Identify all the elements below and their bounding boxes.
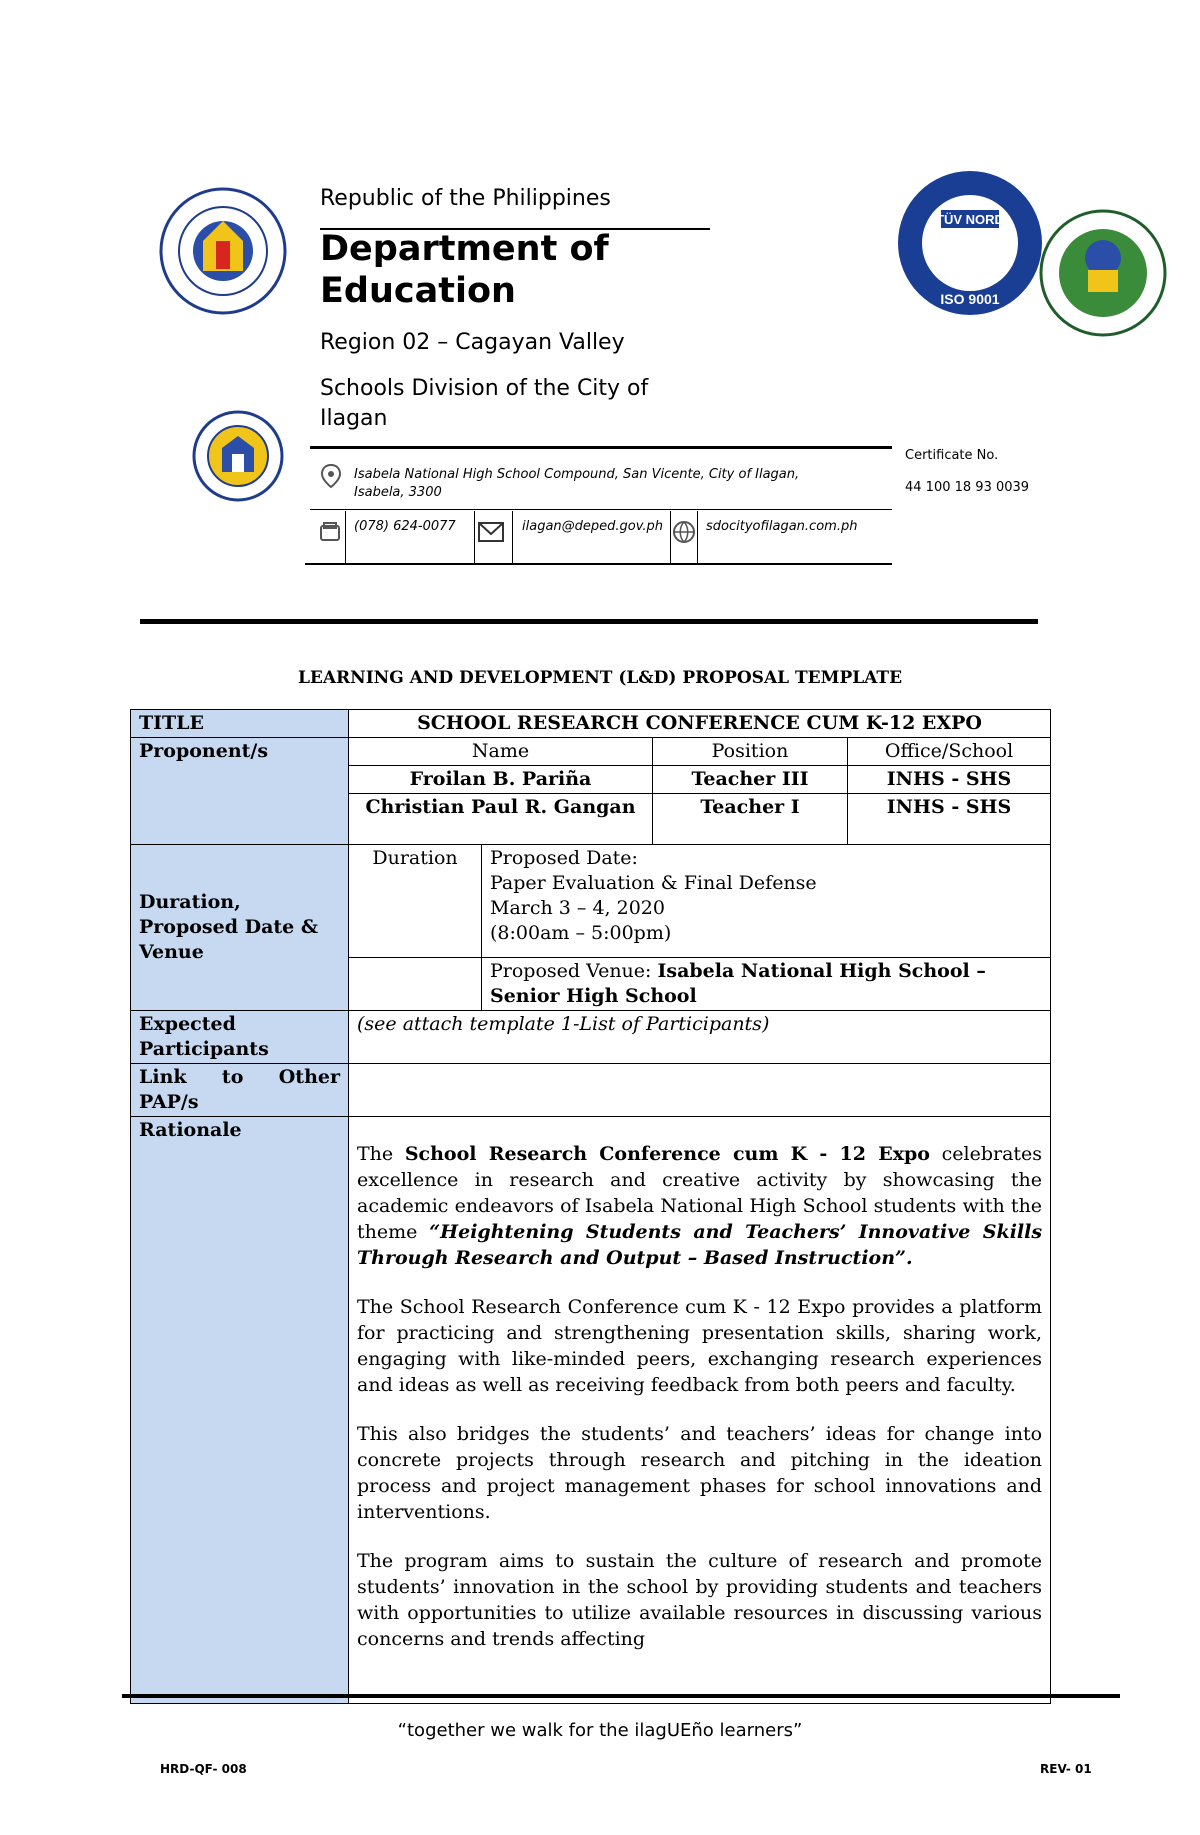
certificate-number: 44 100 18 93 0039 bbox=[905, 480, 1030, 495]
address-text: Isabela National High School Compound, San Vicente, City of Ilagan, Isabela, 3300 bbox=[354, 467, 800, 500]
header-division: Schools Division of the City of Ilagan bbox=[320, 376, 649, 431]
header-region: Region 02 – Cagayan Valley bbox=[320, 330, 625, 355]
table-row bbox=[131, 1011, 1051, 1064]
footer-revision: REV- 01 bbox=[1040, 1762, 1092, 1776]
contact-divider bbox=[697, 511, 698, 563]
proposal-table bbox=[130, 709, 1051, 1704]
venue-label: Proposed Venue: bbox=[490, 960, 658, 982]
proposed-date-event: Paper Evaluation & Final Defense bbox=[490, 872, 817, 894]
rationale-bold-span: School Research Conference cum K - 12 Expo bbox=[404, 1143, 930, 1165]
sdo-ilagan-seal-logo bbox=[192, 410, 284, 502]
proponents-label: Proponent/s bbox=[131, 738, 349, 845]
proponent-office: INHS - SHS bbox=[848, 794, 1051, 845]
footer-quote: “together we walk for the ilagUEño learners” bbox=[397, 1720, 803, 1741]
phone-text: (078) 624-0077 bbox=[354, 519, 456, 534]
tuv-nord-text: TÜV NORD bbox=[936, 212, 1004, 227]
contact-divider bbox=[474, 511, 475, 563]
rationale-text-span: The bbox=[357, 1143, 405, 1165]
rationale-label: Rationale bbox=[131, 1117, 349, 1704]
header-republic: Republic of the Philippines bbox=[320, 186, 611, 211]
section-rule bbox=[140, 619, 1038, 624]
header-divider bbox=[310, 446, 892, 449]
contact-divider bbox=[512, 511, 513, 563]
title-value: SCHOOL RESEARCH CONFERENCE CUM K-12 EXPO bbox=[349, 710, 1051, 738]
globe-icon bbox=[672, 520, 696, 544]
contact-divider bbox=[670, 511, 671, 563]
proposed-date-dates: March 3 – 4, 2020 bbox=[490, 897, 665, 919]
proponent-office: INHS - SHS bbox=[848, 766, 1051, 794]
rationale-theme: “Heightening Students and Teachers’ Innovative Skills Through Research and Output – Based Instruction”. bbox=[357, 1221, 1043, 1269]
table-row bbox=[131, 845, 1051, 958]
table-row bbox=[131, 738, 1051, 766]
link-value bbox=[349, 1064, 1051, 1117]
proponent-position: Teacher III bbox=[653, 766, 848, 794]
footer-rule bbox=[122, 1694, 1120, 1698]
proponent-name: Froilan B. Pariña bbox=[349, 766, 653, 794]
header-department: Department of Education bbox=[320, 229, 609, 311]
column-header-name: Name bbox=[349, 738, 653, 766]
location-icon bbox=[320, 463, 342, 489]
contact-divider bbox=[345, 511, 346, 563]
header-divider bbox=[305, 563, 892, 565]
certificate-label: Certificate No. bbox=[905, 448, 999, 463]
column-header-position: Position bbox=[653, 738, 848, 766]
table-row bbox=[131, 1064, 1051, 1117]
rationale-text bbox=[349, 1117, 1051, 1704]
iso-9001-text: ISO 9001 bbox=[940, 291, 1000, 307]
tuv-nord-iso-logo bbox=[895, 168, 1045, 318]
proposed-date-time: (8:00am – 5:00pm) bbox=[490, 922, 672, 944]
email-text[interactable]: ilagan@deped.gov.ph bbox=[522, 519, 663, 534]
proposed-date-label: Proposed Date: bbox=[490, 847, 638, 869]
mail-icon bbox=[478, 520, 504, 544]
venue-value: Isabela National High School – Senior High School bbox=[490, 960, 986, 1007]
duration-label: Duration, Proposed Date & Venue bbox=[131, 845, 349, 1011]
header-divider bbox=[310, 509, 892, 510]
rationale-paragraph: The School Research Conference cum K - 12 Expo provides a platform for practicing and strengthening presentation skills, sharing work, engaging with like-minded peers, exchanging research experiences and ideas as well as receiving feedback from both peers and faculty. bbox=[357, 1296, 1043, 1396]
title-label: TITLE bbox=[131, 710, 349, 738]
participants-value: (see attach template 1-List of Participants) bbox=[349, 1011, 1051, 1064]
deped-seal-logo bbox=[158, 186, 288, 316]
phone-icon bbox=[318, 520, 342, 544]
column-header-office: Office/School bbox=[848, 738, 1051, 766]
proponent-name: Christian Paul R. Gangan bbox=[349, 794, 653, 845]
duration-column: Duration bbox=[349, 845, 482, 958]
link-label: Link to Other PAP/s bbox=[131, 1064, 349, 1117]
rationale-text-span: celebrates excellence in research and creative activity by showcasing the academic endeavors of Isabela National High School students with the theme bbox=[357, 1143, 1043, 1243]
proponent-position: Teacher I bbox=[653, 794, 848, 845]
rationale-paragraph bbox=[357, 1141, 1042, 1271]
website-text[interactable]: sdocityofilagan.com.ph bbox=[706, 519, 858, 534]
footer-form-code: HRD-QF- 008 bbox=[160, 1762, 247, 1776]
republic-seal-logo bbox=[1038, 208, 1168, 338]
duration-empty-cell bbox=[349, 958, 482, 1011]
venue-cell bbox=[482, 958, 1051, 1011]
participants-label: Expected Participants bbox=[131, 1011, 349, 1064]
rationale-paragraph: The program aims to sustain the culture of research and promote students’ innovation in the school by providing students and teachers with opportunities to utilize available resources in discussing various concerns and trends affecting bbox=[357, 1550, 1043, 1650]
table-row bbox=[131, 710, 1051, 738]
table-row bbox=[131, 1117, 1051, 1704]
proposed-date-cell bbox=[482, 845, 1051, 958]
document-title: LEARNING AND DEVELOPMENT (L&D) PROPOSAL TEMPLATE bbox=[297, 668, 903, 688]
rationale-paragraph: This also bridges the students’ and teachers’ ideas for change into concrete projects through research and pitching in the ideation process and project management phases for school innovations and interventions. bbox=[357, 1423, 1043, 1523]
